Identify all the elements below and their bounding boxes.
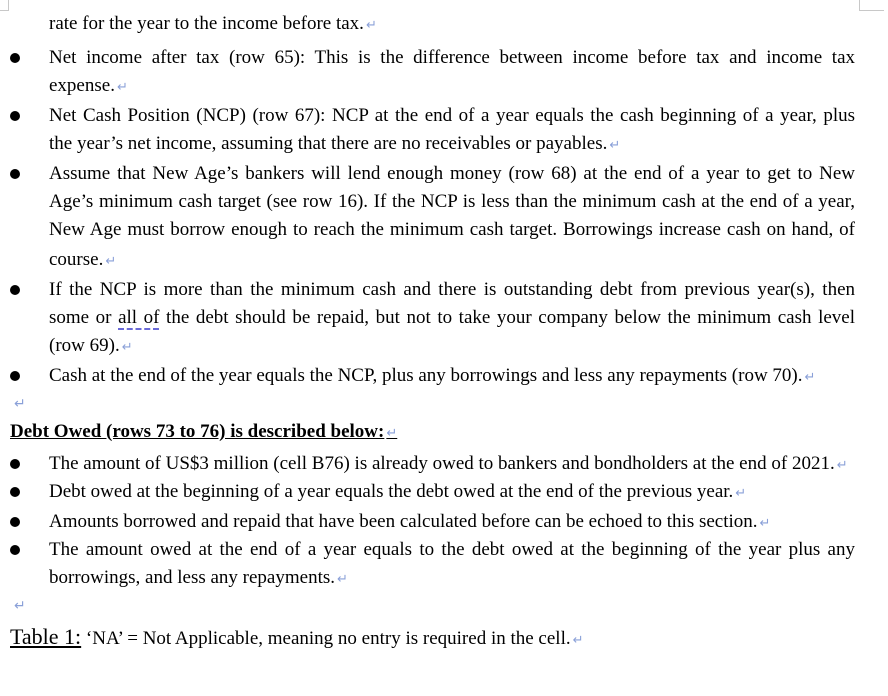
list-item-text: expense. xyxy=(49,75,115,96)
paragraph-mark-icon: ↵ xyxy=(121,340,133,355)
bullet-icon xyxy=(10,517,20,527)
paragraph-mark-icon: ↵ xyxy=(759,516,771,531)
list-item-repay-line1: If the NCP is more than the minimum cash and there is outstanding debt from previous year(s), then xyxy=(49,279,855,300)
paragraph-mark-icon: ↵ xyxy=(836,458,848,473)
bullet-icon xyxy=(10,545,20,555)
list-item-ncp-line1: Net Cash Position (NCP) (row 67): NCP at the end of a year equals the cash beginning of a year, plus xyxy=(49,105,855,126)
list-item-cash-end-line1 xyxy=(49,362,855,390)
bullet-icon xyxy=(10,169,20,179)
proofing-flag[interactable]: all of xyxy=(118,307,160,328)
empty-paragraph-mark-icon: ↵ xyxy=(14,396,26,412)
paragraph-mark-icon: ↵ xyxy=(386,426,398,441)
caption-text: ‘NA’ = Not Applicable, meaning no entry is required in the cell. xyxy=(81,628,571,649)
paragraph-mark-icon: ↵ xyxy=(735,486,747,501)
list-item-text: Amounts borrowed and repaid that have been calculated before can be echoed to this section. xyxy=(49,511,758,532)
debt-item-end-line1: The amount owed at the end of a year equals to the debt owed at the beginning of the year plus any xyxy=(49,539,855,560)
bullet-icon xyxy=(10,487,20,497)
intro-text: rate for the year to the income before tax. xyxy=(49,13,364,34)
caption-label: Table 1: xyxy=(10,624,82,649)
list-item-text: some or xyxy=(49,307,119,328)
page-corner-mark-left xyxy=(0,0,9,11)
paragraph-mark-icon: ↵ xyxy=(337,572,348,587)
list-item-borrow-line2: Age’s minimum cash target (see row 16). If the NCP is less than the minimum cash at the end of a year, xyxy=(49,191,855,212)
list-item-net-income-line1: Net income after tax (row 65): This is the difference between income before tax and income tax xyxy=(49,47,855,68)
list-item-repay-line3 xyxy=(49,332,855,360)
paragraph-mark-icon: ↵ xyxy=(365,18,377,33)
paragraph-mark-icon: ↵ xyxy=(116,80,128,95)
debt-item-end-line2 xyxy=(49,564,855,592)
intro-line xyxy=(49,10,855,38)
paragraph-mark-icon: ↵ xyxy=(804,370,816,385)
list-item-text: course. xyxy=(49,249,104,270)
bullet-icon xyxy=(10,53,20,63)
paragraph-mark-icon: ↵ xyxy=(609,138,621,153)
table-caption xyxy=(10,622,584,652)
paragraph-mark-icon: ↵ xyxy=(105,254,117,269)
list-item-text: the year’s net income, assuming that there are no receivables or payables. xyxy=(49,133,608,154)
section-heading-text: Debt Owed (rows 73 to 76) is described below: xyxy=(10,421,385,442)
bullet-icon xyxy=(10,459,20,469)
bullet-icon xyxy=(10,371,20,381)
bullet-icon xyxy=(10,111,20,121)
debt-item-existing-line1 xyxy=(49,450,855,478)
page-corner-mark-right xyxy=(859,0,884,11)
list-item-borrow-line3: New Age must borrow enough to reach the minimum cash target. Borrowings increase cash on hand, of xyxy=(49,219,855,240)
bullet-icon xyxy=(10,285,20,295)
list-item-repay-line2 xyxy=(49,304,855,332)
list-item-text: (row 69). xyxy=(49,335,120,356)
list-item-net-income-line2 xyxy=(49,72,855,100)
paragraph-mark-icon: ↵ xyxy=(572,633,584,648)
list-item-borrow-line4 xyxy=(49,246,855,274)
list-item-text: the debt should be repaid, but not to take your company below the minimum cash level xyxy=(159,307,855,328)
list-item-ncp-line2 xyxy=(49,130,855,158)
list-item-borrow-line1: Assume that New Age’s bankers will lend enough money (row 68) at the end of a year to get to New xyxy=(49,163,855,184)
list-item-text: Cash at the end of the year equals the NCP, plus any borrowings and less any repayments (row 70). xyxy=(49,365,803,386)
empty-paragraph-mark-icon: ↵ xyxy=(14,598,26,614)
section-heading-debt-owed xyxy=(10,418,397,446)
list-item-text: Debt owed at the beginning of a year equals the debt owed at the end of the previous year. xyxy=(49,481,734,502)
list-item-text: The amount of US$3 million (cell B76) is already owed to bankers and bondholders at the end of 2021. xyxy=(49,453,835,474)
debt-item-beginning-line1 xyxy=(49,478,855,506)
list-item-text: borrowings, and less any repayments. xyxy=(49,567,335,588)
debt-item-echoed-line1 xyxy=(49,508,855,536)
